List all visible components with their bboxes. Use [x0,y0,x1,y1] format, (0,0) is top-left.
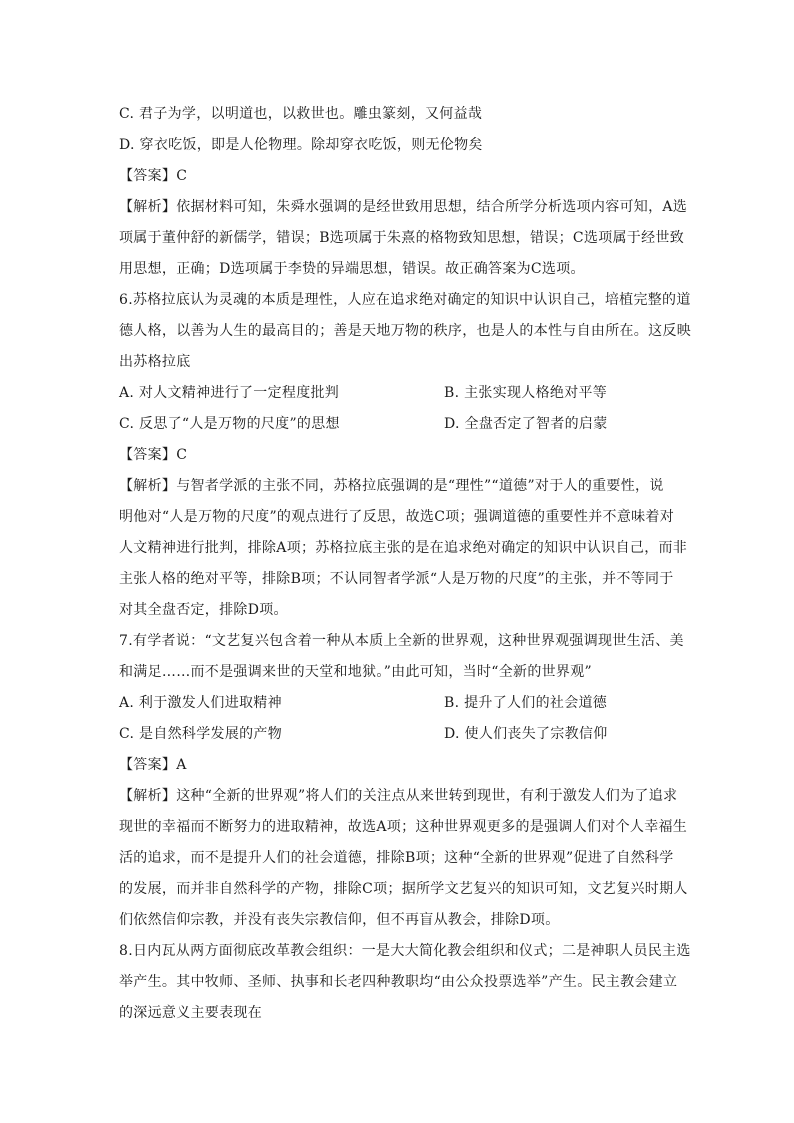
q7-explanation-line-4: 的发展，而并非自然科学的产物，排除C项；据所学文艺复兴的知识可知，文艺复兴时期人 [119,881,688,897]
q6-answer: 【答案】C [119,447,188,463]
q6-explanation-line-5: 对其全盘否定，排除D项。 [119,602,288,618]
q7-explanation-line-2: 现世的幸福而不断努力的进取精神，故选A项；这种世界观更多的是强调人们对个人幸福生 [119,819,688,835]
q7-option-b: B. 提升了人们的社会道德 [444,695,608,711]
q6-explanation-line-2: 明他对“人是万物的尺度”的观点进行了反思，故选C项；强调道德的重要性并不意味着对 [119,509,675,525]
q5-explanation-line-2: 项属于董仲舒的新儒学，错误；B选项属于朱熹的格物致知思想，错误；C选项属于经世致 [119,230,684,246]
q5-option-c: C. 君子为学，以明道也，以救世也。雕虫篆刻，又何益哉 [119,106,483,122]
q7-stem-line-1: 7.有学者说：“文艺复兴包含着一种从本质上全新的世界观，这种世界观强调现世生活、美 [119,633,684,649]
q6-option-c: C. 反思了“人是万物的尺度”的思想 [119,416,340,432]
q5-option-d: D. 穿衣吃饭，即是人伦物理。除却穿衣吃饭，则无伦物矣 [119,137,483,153]
q7-explanation-line-5: 们依然信仰宗教，并没有丧失宗教信仰，但不再盲从教会，排除D项。 [119,912,560,928]
q5-answer: 【答案】C [119,168,188,184]
q6-explanation-line-3: 人文精神进行批判，排除A项；苏格拉底主张的是在追求绝对确定的知识中认识自己，而非 [119,540,688,556]
q8-stem-line-3: 的深远意义主要表现在 [119,1005,262,1021]
q6-explanation-line-4: 主张人格的绝对平等，排除B项；不认同智者学派“人是万物的尺度”的主张，并不等同于 [119,571,674,587]
q6-option-d: D. 全盘否定了智者的启蒙 [444,416,608,432]
q7-answer: 【答案】A [119,757,187,773]
q8-stem-line-2: 举产生。其中牧师、圣师、执事和长老四种教职均“由公众投票选举”产生。民主教会建立 [119,974,678,990]
q8-stem-line-1: 8.日内瓦从两方面彻底改革教会组织：一是大大简化教会组织和仪式；二是神职人员民主选 [119,943,691,959]
q5-explanation-line-1: 【解析】依据材料可知，朱舜水强调的是经世致用思想，结合所学分析选项内容可知，A选 [119,199,688,215]
q6-stem-line-3: 出苏格拉底 [119,354,191,370]
q6-option-a: A. 对人文精神进行了一定程度批判 [119,385,340,401]
q6-option-b: B. 主张实现人格绝对平等 [444,385,608,401]
q7-option-a: A. 利于激发人们进取精神 [119,695,282,711]
q6-stem-line-1: 6.苏格拉底认为灵魂的本质是理性，人应在追求绝对确定的知识中认识自己，培植完整的道 [119,292,691,308]
q5-explanation-line-3: 用思想，正确；D选项属于李贽的异端思想，错误。故正确答案为C选项。 [119,261,585,277]
q7-explanation-line-1: 【解析】这种“全新的世界观”将人们的关注点从来世转到现世，有利于激发人们为了追求 [119,788,678,804]
q7-stem-line-2: 和满足……而不是强调来世的天堂和地狱。”由此可知，当时“全新的世界观” [119,664,592,680]
q6-stem-line-2: 德人格，以善为人生的最高目的；善是天地万物的秩序，也是人的本性与自由所在。这反映 [119,323,691,339]
q7-option-d: D. 使人们丧失了宗教信仰 [444,726,608,742]
q6-explanation-line-1: 【解析】与智者学派的主张不同，苏格拉底强调的是“理性”“道德”对于人的重要性，说 [119,478,664,494]
q7-option-c: C. 是自然科学发展的产物 [119,726,283,742]
q7-explanation-line-3: 活的追求，而不是提升人们的社会道德，排除B项；这种“全新的世界观”促进了自然科学 [119,850,674,866]
